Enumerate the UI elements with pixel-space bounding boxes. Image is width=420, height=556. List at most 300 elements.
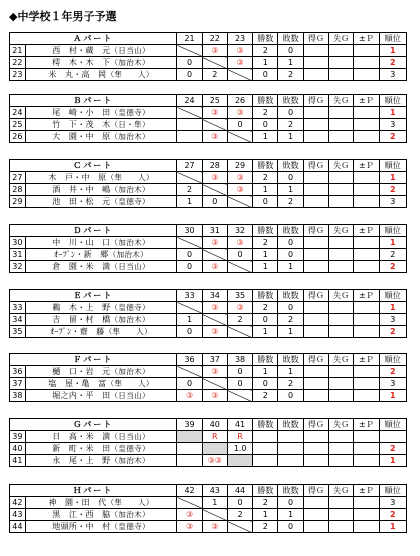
pool-row bbox=[10, 521, 407, 533]
rank-header: 順位 bbox=[379, 354, 406, 366]
pair-club: （日当山） bbox=[110, 46, 150, 55]
games-for bbox=[303, 443, 328, 455]
pair-players: 鵜 木・上 野 bbox=[52, 303, 111, 312]
pool-name: Ｃパート bbox=[10, 160, 177, 172]
column-header-number: 22 bbox=[202, 33, 227, 45]
pair-players: 竹 下・茂 木 bbox=[52, 120, 111, 129]
column-header-number: 32 bbox=[227, 225, 252, 237]
pair-name bbox=[25, 497, 177, 509]
losses: 0 bbox=[278, 302, 303, 314]
column-header-number: 42 bbox=[177, 485, 202, 497]
match-result: 0 bbox=[177, 378, 202, 390]
pool-row bbox=[10, 184, 407, 196]
rank: 1 bbox=[379, 107, 406, 119]
point-diff-header: ±Ｐ bbox=[354, 290, 379, 302]
self-cell bbox=[202, 314, 227, 326]
games-for bbox=[303, 261, 328, 273]
pair-club: （加治木） bbox=[110, 132, 150, 141]
losses-header: 敗数 bbox=[278, 33, 303, 45]
self-cell bbox=[202, 119, 227, 131]
point-diff-header: ±Ｐ bbox=[354, 485, 379, 497]
games-for bbox=[303, 131, 328, 143]
pool-table bbox=[9, 32, 407, 81]
point-diff bbox=[354, 378, 379, 390]
games-against bbox=[329, 390, 354, 402]
pair-players: 神 園・田 代 bbox=[48, 498, 107, 507]
games-for bbox=[303, 107, 328, 119]
column-header-number: 40 bbox=[202, 419, 227, 431]
match-result: 0 bbox=[177, 261, 202, 273]
pair-name bbox=[25, 172, 177, 184]
wins-header: 勝数 bbox=[253, 290, 278, 302]
wins: 2 bbox=[253, 521, 278, 533]
pair-club: （加治木） bbox=[110, 58, 150, 67]
pool-name: Ｈパート bbox=[10, 485, 177, 497]
self-cell bbox=[202, 184, 227, 196]
games-against bbox=[329, 314, 354, 326]
entry-number: 40 bbox=[10, 443, 26, 455]
losses bbox=[278, 431, 303, 443]
entry-number: 44 bbox=[10, 521, 26, 533]
rank: 3 bbox=[379, 196, 406, 208]
point-diff bbox=[354, 196, 379, 208]
pair-players: 日 高・米 満 bbox=[52, 432, 111, 441]
self-cell bbox=[202, 249, 227, 261]
games-for bbox=[303, 302, 328, 314]
losses: 0 bbox=[278, 521, 303, 533]
pair-name bbox=[25, 184, 177, 196]
rank: 2 bbox=[379, 131, 406, 143]
pool-row bbox=[10, 509, 407, 521]
pool-row bbox=[10, 302, 407, 314]
wins: 1 bbox=[253, 184, 278, 196]
games-for bbox=[303, 172, 328, 184]
games-for bbox=[303, 326, 328, 338]
losses: 2 bbox=[278, 314, 303, 326]
pair-club: （加治木） bbox=[110, 456, 150, 465]
column-header-number: 31 bbox=[202, 225, 227, 237]
losses: 1 bbox=[278, 326, 303, 338]
match-result: ③ bbox=[202, 521, 227, 533]
games-for bbox=[303, 119, 328, 131]
pool-name: Ｅパート bbox=[10, 290, 177, 302]
pool-block bbox=[9, 224, 407, 273]
pair-club: （加治木） bbox=[110, 510, 150, 519]
rank: 3 bbox=[379, 119, 406, 131]
point-diff-header: ±Ｐ bbox=[354, 160, 379, 172]
games-against-header: 失Ｇ bbox=[329, 354, 354, 366]
column-header-number: 25 bbox=[202, 95, 227, 107]
rank: 1 bbox=[379, 172, 406, 184]
pair-name bbox=[25, 302, 177, 314]
pair-club: （日当山） bbox=[110, 262, 150, 271]
match-result: 0 bbox=[227, 366, 252, 378]
pair-name bbox=[25, 455, 177, 467]
rank-header: 順位 bbox=[379, 95, 406, 107]
pool-header-row bbox=[10, 290, 407, 302]
self-cell bbox=[227, 196, 252, 208]
entry-number: 30 bbox=[10, 237, 26, 249]
column-header-number: 30 bbox=[177, 225, 202, 237]
point-diff bbox=[354, 184, 379, 196]
wins: 1 bbox=[253, 57, 278, 69]
games-for bbox=[303, 249, 328, 261]
match-result bbox=[177, 119, 202, 131]
losses: 0 bbox=[278, 390, 303, 402]
wins: 1 bbox=[253, 249, 278, 261]
entry-number: 43 bbox=[10, 509, 26, 521]
self-cell bbox=[227, 69, 252, 81]
games-against bbox=[329, 455, 354, 467]
entry-number: 28 bbox=[10, 184, 26, 196]
pair-players: 倉 園・米 満 bbox=[52, 262, 111, 271]
losses: 0 bbox=[278, 497, 303, 509]
rank: 3 bbox=[379, 378, 406, 390]
rank-header: 順位 bbox=[379, 33, 406, 45]
rank-header: 順位 bbox=[379, 225, 406, 237]
games-against bbox=[329, 443, 354, 455]
match-result: ③ bbox=[177, 521, 202, 533]
games-against bbox=[329, 196, 354, 208]
match-result: 1 bbox=[202, 497, 227, 509]
column-header-number: 44 bbox=[227, 485, 252, 497]
point-diff bbox=[354, 509, 379, 521]
pool-table bbox=[9, 224, 407, 273]
games-for bbox=[303, 366, 328, 378]
pool-row bbox=[10, 261, 407, 273]
games-against bbox=[329, 57, 354, 69]
rank: 1 bbox=[379, 237, 406, 249]
wins: 2 bbox=[253, 172, 278, 184]
point-diff bbox=[354, 107, 379, 119]
wins: 0 bbox=[253, 378, 278, 390]
pool-row bbox=[10, 69, 407, 81]
match-result: ③ bbox=[202, 261, 227, 273]
losses: 0 bbox=[278, 249, 303, 261]
games-against bbox=[329, 107, 354, 119]
pool-row bbox=[10, 131, 407, 143]
pair-club: （隼 人） bbox=[106, 70, 154, 79]
pair-club: （日・隼） bbox=[110, 120, 150, 129]
pair-name bbox=[25, 378, 177, 390]
column-header-number: 33 bbox=[177, 290, 202, 302]
games-for-header: 得Ｇ bbox=[303, 485, 328, 497]
wins-header: 勝数 bbox=[253, 33, 278, 45]
pool-name: Ｆパート bbox=[10, 354, 177, 366]
self-cell bbox=[227, 131, 252, 143]
losses: 0 bbox=[278, 172, 303, 184]
self-cell bbox=[177, 107, 202, 119]
wins: 0 bbox=[253, 69, 278, 81]
pool-row bbox=[10, 57, 407, 69]
pool-row bbox=[10, 119, 407, 131]
entry-number: 38 bbox=[10, 390, 26, 402]
match-result: 0 bbox=[177, 57, 202, 69]
pair-players: 黒 江・西 脇 bbox=[52, 510, 111, 519]
pool-header-row bbox=[10, 225, 407, 237]
wins: 1 bbox=[253, 261, 278, 273]
column-header-number: 26 bbox=[227, 95, 252, 107]
column-header-number: 28 bbox=[202, 160, 227, 172]
pair-club: （日当山） bbox=[110, 432, 150, 441]
games-against bbox=[329, 509, 354, 521]
games-against bbox=[329, 366, 354, 378]
point-diff bbox=[354, 45, 379, 57]
match-result: 0 bbox=[227, 119, 252, 131]
rank: 2 bbox=[379, 509, 406, 521]
games-against-header: 失Ｇ bbox=[329, 485, 354, 497]
pair-players: 米 丸・高 岡 bbox=[48, 70, 107, 79]
games-for bbox=[303, 237, 328, 249]
losses: 0 bbox=[278, 237, 303, 249]
wins-header: 勝数 bbox=[253, 160, 278, 172]
pair-club: （加治木） bbox=[110, 367, 150, 376]
match-result: 1.0 bbox=[227, 443, 252, 455]
games-for bbox=[303, 431, 328, 443]
rank: 1 bbox=[379, 390, 406, 402]
games-against bbox=[329, 261, 354, 273]
games-against bbox=[329, 378, 354, 390]
match-result: ③ bbox=[227, 107, 252, 119]
games-for bbox=[303, 45, 328, 57]
pool-table bbox=[9, 289, 407, 338]
self-cell bbox=[202, 378, 227, 390]
pool-table bbox=[9, 353, 407, 402]
pair-name bbox=[25, 431, 177, 443]
entry-number: 32 bbox=[10, 261, 26, 273]
losses: 2 bbox=[278, 119, 303, 131]
point-diff bbox=[354, 314, 379, 326]
pool-row bbox=[10, 497, 407, 509]
games-against-header: 失Ｇ bbox=[329, 225, 354, 237]
point-diff bbox=[354, 261, 379, 273]
pair-club: （隼 人） bbox=[106, 498, 154, 507]
pair-players: 樋 口・岩 元 bbox=[52, 367, 111, 376]
self-cell bbox=[177, 497, 202, 509]
entry-number: 33 bbox=[10, 302, 26, 314]
pair-name bbox=[25, 237, 177, 249]
pair-players: 木 戸・中 原 bbox=[48, 173, 107, 182]
pair-club: （皇徳寺） bbox=[110, 303, 150, 312]
pair-players: 酒 井・中 嶋 bbox=[52, 185, 111, 194]
wins bbox=[253, 455, 278, 467]
pool-row bbox=[10, 443, 407, 455]
point-diff bbox=[354, 69, 379, 81]
entry-number: 31 bbox=[10, 249, 26, 261]
rank: 1 bbox=[379, 521, 406, 533]
point-diff bbox=[354, 443, 379, 455]
match-result: 1 bbox=[177, 196, 202, 208]
pair-club: （加治木） bbox=[110, 238, 150, 247]
point-diff-header: ±Ｐ bbox=[354, 33, 379, 45]
pool-table bbox=[9, 94, 407, 143]
pair-players: 中 川・山 口 bbox=[52, 238, 111, 247]
self-cell bbox=[202, 509, 227, 521]
column-header-number: 24 bbox=[177, 95, 202, 107]
games-for-header: 得Ｇ bbox=[303, 354, 328, 366]
self-cell bbox=[177, 431, 202, 443]
games-against bbox=[329, 249, 354, 261]
pool-name: Ｂパート bbox=[10, 95, 177, 107]
pool-row bbox=[10, 366, 407, 378]
column-header-number: 27 bbox=[177, 160, 202, 172]
pool-header-row bbox=[10, 160, 407, 172]
match-result: 0 bbox=[202, 196, 227, 208]
pool-table bbox=[9, 159, 407, 208]
games-against bbox=[329, 497, 354, 509]
pair-name bbox=[25, 314, 177, 326]
wins-header: 勝数 bbox=[253, 225, 278, 237]
rank-header: 順位 bbox=[379, 485, 406, 497]
games-against bbox=[329, 172, 354, 184]
self-cell bbox=[177, 172, 202, 184]
games-against bbox=[329, 119, 354, 131]
match-result: ③ bbox=[227, 237, 252, 249]
losses: 0 bbox=[278, 45, 303, 57]
pool-table bbox=[9, 484, 407, 533]
match-result bbox=[177, 443, 202, 455]
pair-club: （隼 人） bbox=[106, 379, 154, 388]
column-header-number: 39 bbox=[177, 419, 202, 431]
self-cell bbox=[227, 261, 252, 273]
match-result: ③③ bbox=[202, 455, 227, 467]
entry-number: 25 bbox=[10, 119, 26, 131]
pool-row bbox=[10, 431, 407, 443]
losses bbox=[278, 443, 303, 455]
pool-block bbox=[9, 159, 407, 208]
pair-players: 池 田・松 元 bbox=[52, 197, 111, 206]
point-diff bbox=[354, 366, 379, 378]
point-diff bbox=[354, 249, 379, 261]
games-for bbox=[303, 390, 328, 402]
point-diff bbox=[354, 57, 379, 69]
pool-block bbox=[9, 289, 407, 338]
point-diff-header: ±Ｐ bbox=[354, 95, 379, 107]
games-against bbox=[329, 45, 354, 57]
losses: 1 bbox=[278, 57, 303, 69]
pool-row bbox=[10, 455, 407, 467]
self-cell bbox=[227, 326, 252, 338]
losses-header: 敗数 bbox=[278, 354, 303, 366]
match-result: 2 bbox=[227, 509, 252, 521]
pool-block bbox=[9, 418, 407, 467]
point-diff-header: ±Ｐ bbox=[354, 225, 379, 237]
point-diff bbox=[354, 119, 379, 131]
entry-number: 29 bbox=[10, 196, 26, 208]
games-for-header: 得Ｇ bbox=[303, 225, 328, 237]
pool-row bbox=[10, 172, 407, 184]
games-for-header: 得Ｇ bbox=[303, 95, 328, 107]
pool-block bbox=[9, 94, 407, 143]
wins-header: 勝数 bbox=[253, 419, 278, 431]
pool-name: Ａパート bbox=[10, 33, 177, 45]
pool-block bbox=[9, 32, 407, 81]
games-against bbox=[329, 131, 354, 143]
wins bbox=[253, 443, 278, 455]
games-for bbox=[303, 314, 328, 326]
wins: 1 bbox=[253, 326, 278, 338]
match-result: 0 bbox=[177, 249, 202, 261]
match-result: 0 bbox=[177, 326, 202, 338]
match-result: ③ bbox=[177, 390, 202, 402]
games-for bbox=[303, 69, 328, 81]
point-diff bbox=[354, 455, 379, 467]
wins: 1 bbox=[253, 131, 278, 143]
point-diff bbox=[354, 431, 379, 443]
pair-club: （加治木） bbox=[110, 185, 150, 194]
losses: 2 bbox=[278, 196, 303, 208]
point-diff-header: ±Ｐ bbox=[354, 354, 379, 366]
entry-number: 24 bbox=[10, 107, 26, 119]
match-result: ③ bbox=[202, 131, 227, 143]
losses: 2 bbox=[278, 69, 303, 81]
losses: 1 bbox=[278, 366, 303, 378]
games-against bbox=[329, 521, 354, 533]
losses-header: 敗数 bbox=[278, 290, 303, 302]
pair-players: 堀之内・平 田 bbox=[52, 391, 111, 400]
wins: 0 bbox=[253, 119, 278, 131]
match-result: 2 bbox=[177, 184, 202, 196]
games-for bbox=[303, 57, 328, 69]
wins: 2 bbox=[253, 302, 278, 314]
column-header-number: 38 bbox=[227, 354, 252, 366]
pair-club: （皇徳寺） bbox=[110, 108, 150, 117]
pair-players: 地頭所・中 村 bbox=[52, 522, 111, 531]
losses-header: 敗数 bbox=[278, 160, 303, 172]
wins: 2 bbox=[253, 390, 278, 402]
self-cell bbox=[177, 366, 202, 378]
match-result: ③ bbox=[202, 45, 227, 57]
rank: 1 bbox=[379, 455, 406, 467]
games-against bbox=[329, 302, 354, 314]
games-for bbox=[303, 378, 328, 390]
entry-number: 23 bbox=[10, 69, 26, 81]
match-result: ③ bbox=[227, 302, 252, 314]
column-header-number: 23 bbox=[227, 33, 252, 45]
match-result bbox=[177, 131, 202, 143]
pool-header-row bbox=[10, 33, 407, 45]
rank: 2 bbox=[379, 366, 406, 378]
pair-name bbox=[25, 326, 177, 338]
match-result: 0 bbox=[227, 249, 252, 261]
pair-players: 塩 屋・亀 富 bbox=[48, 379, 107, 388]
rank: 3 bbox=[379, 69, 406, 81]
games-for-header: 得Ｇ bbox=[303, 290, 328, 302]
games-against bbox=[329, 326, 354, 338]
pair-name bbox=[25, 119, 177, 131]
match-result: ③ bbox=[202, 326, 227, 338]
self-cell bbox=[227, 455, 252, 467]
match-result: ③ bbox=[227, 45, 252, 57]
match-result bbox=[177, 455, 202, 467]
pool-name: Ｄパート bbox=[10, 225, 177, 237]
rank: 2 bbox=[379, 261, 406, 273]
pool-row bbox=[10, 237, 407, 249]
match-result: 0 bbox=[227, 497, 252, 509]
pool-row bbox=[10, 249, 407, 261]
pair-name bbox=[25, 249, 177, 261]
games-for-header: 得Ｇ bbox=[303, 33, 328, 45]
self-cell bbox=[202, 57, 227, 69]
games-for-header: 得Ｇ bbox=[303, 419, 328, 431]
games-for bbox=[303, 509, 328, 521]
point-diff bbox=[354, 390, 379, 402]
wins-header: 勝数 bbox=[253, 95, 278, 107]
pair-players: ｵｰﾌﾟﾝ・齋 藤 bbox=[50, 327, 105, 336]
games-against-header: 失Ｇ bbox=[329, 290, 354, 302]
wins: 2 bbox=[253, 237, 278, 249]
column-header-number: 29 bbox=[227, 160, 252, 172]
